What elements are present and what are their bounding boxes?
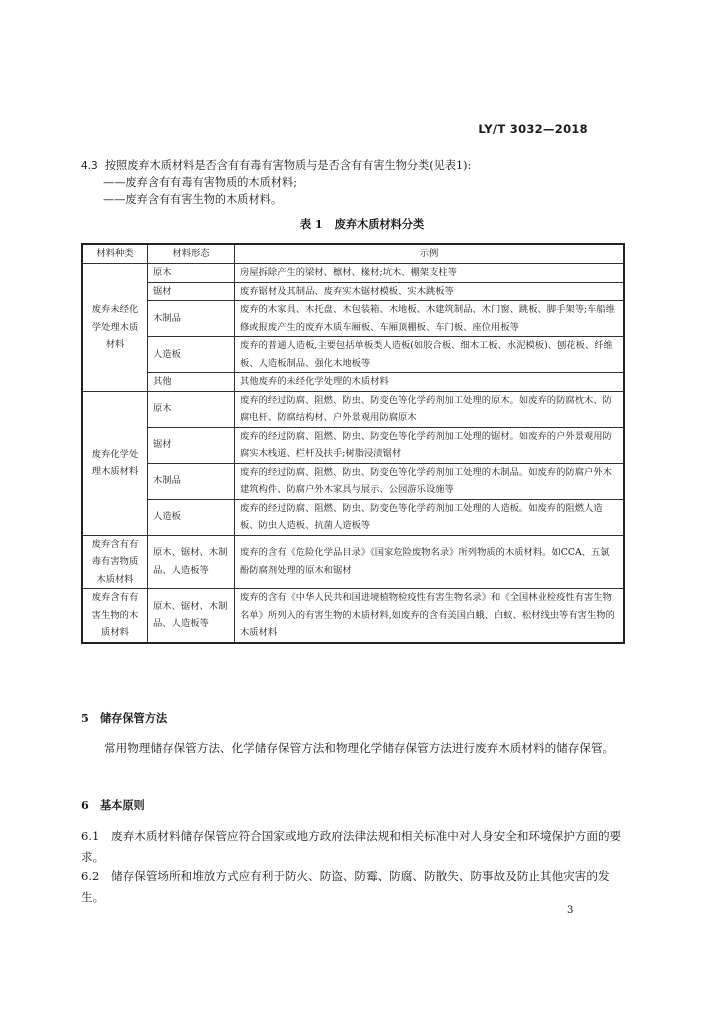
example-cell: 其他废弃的未经化学处理的木质材料 [235, 373, 625, 392]
section-6-2-paragraph: 6.2 储存保管场所和堆放方式应有利于防火、防盗、防霉、防腐、防散失、防事故及防止其他灾害的发生。 [81, 869, 610, 904]
category-cell: 废弃化学处理木质材料 [82, 391, 148, 535]
section-6-heading: 6 基本原则 [81, 798, 145, 812]
section-5-paragraph: 常用物理储存保管方法、化学储存保管方法和物理化学储存保管方法进行废弃木质材料的储存保管。 [104, 741, 615, 755]
form-cell: 木制品 [148, 463, 235, 499]
example-cell: 废弃的经过防腐、阻燃、防虫、防变色等化学药剂加工处理的木制品。如废弃的防腐户外木建筑构件、防腐户外木家具与展示、公园游乐设施等 [235, 463, 625, 499]
example-cell: 废弃的含有《危险化学品目录》《国家危险废物名录》所列物质的木质材料。如CCA、五氯酚防腐剂处理的原木和锯材 [235, 535, 625, 589]
table-row [82, 264, 624, 283]
table-row [82, 589, 624, 643]
section-4-3 [81, 157, 471, 173]
example-cell: 废弃的经过防腐、阻燃、防虫、防变色等化学药剂加工处理的人造板。如废弃的阻燃人造板、防虫人造板、抗菌人造板等 [235, 499, 625, 535]
list-item: ——废弃含有有害生物的木质材料。 [103, 193, 283, 206]
table-row [82, 282, 624, 301]
form-cell: 锯材 [148, 427, 235, 463]
form-cell: 原木 [148, 264, 235, 283]
table-row [82, 391, 624, 427]
table-caption-label: 表 1 [299, 217, 323, 231]
form-cell: 原木 [148, 391, 235, 427]
table-row [82, 301, 624, 337]
table-header-row [82, 244, 624, 264]
example-cell: 废弃的含有《中华人民共和国进境植物检疫性有害生物名录》和《全国林业检疫性有害生物名单》所列入的有害生物的木质材料,如废弃的含有美国白蛾、白蚁、松材线虫等有害生物的木质材料 [235, 589, 625, 643]
form-cell: 人造板 [148, 337, 235, 373]
table-row [82, 427, 624, 463]
table-caption [0, 216, 724, 232]
form-cell: 人造板 [148, 499, 235, 535]
column-header: 材料种类 [82, 244, 148, 264]
table-row [82, 499, 624, 535]
table-row [82, 337, 624, 373]
section-text: 按照废弃木质材料是否含有有毒有害物质与是否含有有害生物分类(见表1): [104, 159, 472, 172]
table-row [82, 373, 624, 392]
page-number: 3 [567, 905, 574, 916]
form-cell: 其他 [148, 373, 235, 392]
category-cell: 废弃含有有毒有害物质木质材料 [82, 535, 148, 589]
example-cell: 废弃锯材及其制品、废弃实木锯材模板、实木跳板等 [235, 282, 625, 301]
table-caption-title: 废弃木质材料分类 [334, 217, 425, 231]
form-cell: 原木、锯材、木制品、人造板等 [148, 535, 235, 589]
form-cell: 原木、锯材、木制品、人造板等 [148, 589, 235, 643]
section-number: 4.3 [81, 160, 98, 172]
standard-number: LY/T 3032—2018 [478, 122, 588, 136]
example-cell: 废弃的经过防腐、阻燃、防虫、防变色等化学药剂加工处理的锯材。如废弃的户外景观用防腐实木栈道、栏杆及扶手;树脂浸渍锯材 [235, 427, 625, 463]
example-cell: 废弃的经过防腐、阻燃、防虫、防变色等化学药剂加工处理的原木。如废弃的防腐枕木、防腐电杆、防腐结构材、户外景观用防腐原木 [235, 391, 625, 427]
example-cell: 废弃的木家具、木托盘、木包装箱、木地板、木建筑制品、木门窗、跳板、脚手架等;车船维修或报废产生的废弃木质车厢板、车厢顶棚板、车门板、座位用板等 [235, 301, 625, 337]
form-cell: 木制品 [148, 301, 235, 337]
example-cell: 房屋拆除产生的梁材、檩材、椽材;坑木、棚架支柱等 [235, 264, 625, 283]
classification-table [81, 243, 625, 644]
column-header: 材料形态 [148, 244, 235, 264]
list-item: ——废弃含有有毒有害物质的木质材料; [103, 176, 297, 189]
category-cell: 废弃未经化学处理木质材料 [82, 264, 148, 392]
form-cell: 锯材 [148, 282, 235, 301]
example-cell: 废弃的普通人造板,主要包括单板类人造板(如胶合板、细木工板、水泥模板)、刨花板、纤维板、人造板制品、强化木地板等 [235, 337, 625, 373]
column-header: 示例 [235, 244, 625, 264]
category-cell: 废弃含有有害生物的木质材料 [82, 589, 148, 643]
table-row [82, 463, 624, 499]
section-6-1-paragraph: 6.1 废弃木质材料储存保管应符合国家或地方政府法律法规和相关标准中对人身安全和环境保护方面的要求。 [81, 829, 622, 864]
section-5-heading: 5 储存保管方法 [81, 711, 168, 725]
table-row [82, 535, 624, 589]
